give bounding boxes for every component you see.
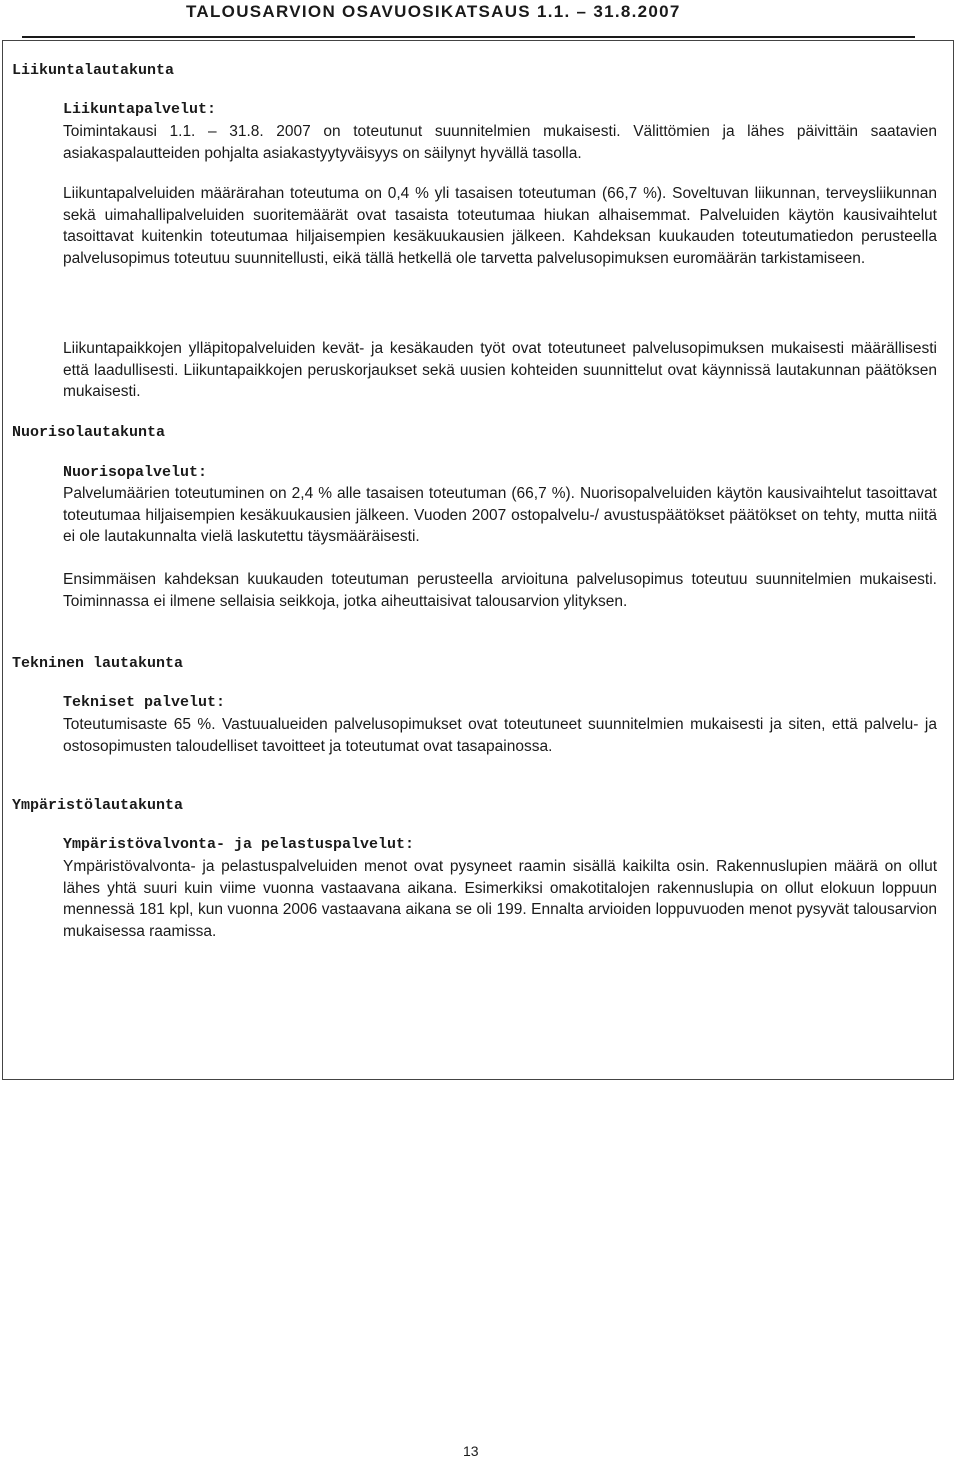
paragraph-ymparisto-1: Ympäristövalvonta- ja pelastuspalveluiden menot ovat pysyneet raamin sisällä kaikilta osin. Rakennuslupien määrä on ollut lähes yhtä suuri kuin viime vuonna vastaavana aikana. Esimerkiksi omakotitalojen rakennuslupia on ollut elokuun loppuun mennessä 181 kpl, kun vuonna 2006 vastaavana aikana se oli 199. Ennalta arvioiden loppuvuoden menot pysyvät talousarvion mukaisessa raamissa. <box>63 858 937 940</box>
paragraph-liikunta-2: Liikuntapalveluiden määrärahan toteutuma on 0,4 % yli tasaisen toteutuman (66,7 %). Soveltuvan liikunnan, terveysliikunnan sekä uimahallipalveluiden suoritemäärät ovat tasaista toteutumaa hiukan alhaisemmat. Palveluiden käytön kausivaihtelut tasoittavat kuitenkin toteutumaa hiljaisempien kesäkuukausien jälkeen. Kahdeksan kuukauden toteutumatiedon perusteella palvelusopimus toteutuu suunnitellusti, eikä tällä hetkellä ole tarvetta palvelusopimuksen euromäärän tarkistamiseen. <box>63 185 937 267</box>
section-title-liikuntalautakunta: Liikuntalautakunta <box>12 62 175 79</box>
subtitle-nuorisopalvelut: Nuorisopalvelut: <box>63 464 208 481</box>
paragraph-nuoriso-2: Ensimmäisen kahdeksan kuukauden toteutuman perusteella arvioituna palvelusopimus toteutuu suunnitelmien mukaisesti. Toiminnassa ei ilmene sellaisia seikkoja, jotka aiheuttaisivat talousarvion ylityksen. <box>63 571 937 610</box>
paragraph-tekninen-1: Toteutumisaste 65 %. Vastuualueiden palvelusopimukset ovat toteutuneet suunnitelmien mukaisesti ja siten, että palvelu- ja ostosopimusten taloudelliset tavoitteet ja toteutumat ovat tasapainossa. <box>63 716 937 755</box>
paragraph-nuoriso-1: Palvelumäärien toteutuminen on 2,4 % alle tasaisen toteutuman (66,7 %). Nuorisopalveluiden käytön kausivaihtelut tasoittavat toteutumaa hiljaisempien kesäkuukausien jälkeen. Vuoden 2007 ostopalvelu-/ avustuspäätökset päätökset on tehty, mutta niitä ei ole lautakunnalta vielä laskutettu täysmääräisesti. <box>63 485 937 546</box>
subtitle-ymparistovalvonta: Ympäristövalvonta- ja pelastuspalvelut: <box>63 836 415 853</box>
subtitle-tekniset-palvelut: Tekniset palvelut: <box>63 694 226 711</box>
document-header-title: TALOUSARVION OSAVUOSIKATSAUS 1.1. – 31.8.2007 <box>186 2 681 21</box>
paragraph-liikunta-3: Liikuntapaikkojen ylläpitopalveluiden kevät- ja kesäkauden työt ovat toteutuneet palvelusopimuksen mukaisesti määrällisesti että laadullisesti. Liikuntapaikkojen peruskorjaukset sekä uusien kohteiden suunnittelut ovat käynnissä lautakunnan päätöksen mukaisesti. <box>63 340 937 401</box>
section-title-nuorisolautakunta: Nuorisolautakunta <box>12 424 166 441</box>
page-number: 13 <box>463 1443 479 1459</box>
header-divider <box>22 36 915 38</box>
paragraph-liikunta-1: Toimintakausi 1.1. – 31.8. 2007 on toteutunut suunnitelmien mukaisesti. Välittömien ja lähes päivittäin saatavien asiakaspalautteiden pohjalta asiakastyytyväisyys on säilynyt hyvällä tasolla. <box>63 123 937 162</box>
section-title-tekninen-lautakunta: Tekninen lautakunta <box>12 655 184 672</box>
subtitle-liikuntapalvelut: Liikuntapalvelut: <box>63 101 217 118</box>
section-title-ymparistolautakunta: Ympäristölautakunta <box>12 797 184 814</box>
